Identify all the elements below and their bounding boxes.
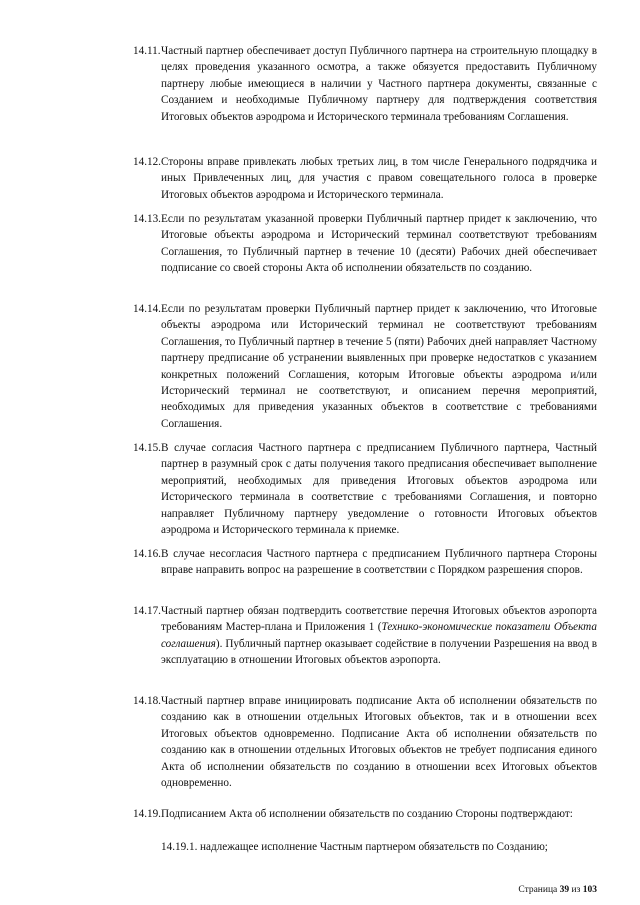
clause-text: Частный партнер обеспечивает доступ Публичного партнера на строительную площадку в целях проведения указанного осмотра, а также обязуется предоставить Публичному партнеру любые имеющиеся в наличии у Частного партнера документы, связанные с Созданием и необходимые Публичному партнеру для подтверждения соответствия Итоговых объектов аэродрома и Исторического терминала требованиям Соглашения. xyxy=(161,45,597,123)
clause-14-14 xyxy=(133,301,597,432)
clause-number: 14.11. xyxy=(133,45,161,57)
clause-14-16 xyxy=(133,546,597,579)
clause-number: 14.19. xyxy=(133,808,161,820)
clause-14-18 xyxy=(133,693,597,791)
clause-text xyxy=(161,603,597,669)
clause-14-19 xyxy=(133,806,597,822)
clause-number: 14.14. xyxy=(133,303,161,315)
footer-page-number: 39 xyxy=(559,885,570,895)
clause-text: В случае несогласия Частного партнера с предписанием Публичного партнера Стороны вправе направить вопрос на разрешение в соответствии с Порядком разрешения споров. xyxy=(161,548,597,577)
clause-text-start: Частный партнер обязан подтвердить соответствие перечня Итоговых объектов аэропорта требованиям Мастер-плана и Приложения 1 ( xyxy=(161,605,597,634)
clause-text: Если по результатам проверки Публичный партнер придет к заключению, что Итоговые объекты аэродрома или Исторический терминал не соответствуют требованиям Соглашения, то Публичный партнер в течение 5 (пяти) Рабочих дней направляет Частному партнеру предписание об устранении выявленных при проверке недостатков с указанием конкретных положений Соглашения, которым Итоговые объекты аэродрома и/или Исторический терминал не соответствуют, и описанием перечня мероприятий, необходимых для приведения указанных объектов в соответствие с требованиями Соглашения. xyxy=(161,303,597,430)
footer-separator: из xyxy=(571,885,581,895)
clause-text: Стороны вправе привлекать любых третьих лиц, в том числе Генерального подрядчика и иных Привлеченных лиц, для участия с правом совещательного голоса в проверке Итоговых объектов аэродрома и Исторического терминала. xyxy=(161,156,597,201)
subclause-text: надлежащее исполнение Частным партнером обязательств по Созданию; xyxy=(200,841,548,853)
clause-14-13 xyxy=(133,211,597,277)
footer-page-total: 103 xyxy=(582,885,597,895)
clause-14-11 xyxy=(133,43,597,125)
clause-text-end: ). Публичный партнер оказывает содействие в получении Разрешения на ввод в эксплуатацию в отношении Итоговых объектов аэропорта. xyxy=(161,637,597,667)
clause-text: В случае согласия Частного партнера с предписанием Публичного партнера, Частный партнер в разумный срок с даты получения такого предписания обеспечивает выполнение мероприятий, необходимых для приведения Итоговых объектов аэродрома или Исторического терминала в соответствие с требованиями Соглашения, и повторно направляет Публичному партнеру уведомление о готовности Итоговых объектов аэродрома и Исторического терминала к приемке. xyxy=(161,442,597,537)
clause-14-15 xyxy=(133,440,597,538)
clause-number: 14.18. xyxy=(133,695,161,707)
clause-14-12 xyxy=(133,154,597,203)
clause-number: 14.17. xyxy=(133,605,161,617)
subclause-14-19-1 xyxy=(161,839,597,855)
clause-number: 14.12. xyxy=(133,156,161,168)
clause-number: 14.15. xyxy=(133,442,161,454)
clause-number: 14.13. xyxy=(133,213,161,225)
subclause-number: 14.19.1. xyxy=(161,841,198,853)
footer-page-label: Страница xyxy=(518,885,558,895)
clause-text: Подписанием Акта об исполнении обязательств по созданию Стороны подтверждают: xyxy=(161,808,573,820)
clause-text-italic-reference: Технико-экономические показатели Объекта соглашения xyxy=(161,621,597,650)
clause-14-17 xyxy=(133,603,597,669)
clause-text: Если по результатам указанной проверки Публичный партнер придет к заключению, что Итоговые объекты аэродрома и Исторический терминал соответствуют требованиям Соглашения, то Публичный партнер в течение 10 (десяти) Рабочих дней обеспечивает подписание со своей стороны Акта об исполнении обязательств по созданию. xyxy=(161,213,597,275)
page-footer xyxy=(518,884,597,896)
clause-text: Частный партнер вправе инициировать подписание Акта об исполнении обязательств по созданию как в отношении отдельных Итоговых объектов, так и в отношении всех Итоговых объектов одновременно. Подписание Акта об исполнении обязательств по созданию как в отношении отдельных Итоговых объектов не требует подписания единого Акта об исполнении обязательств по созданию в отношении всех Итоговых объектов одновременно. xyxy=(161,695,597,790)
clause-number: 14.16. xyxy=(133,548,161,560)
